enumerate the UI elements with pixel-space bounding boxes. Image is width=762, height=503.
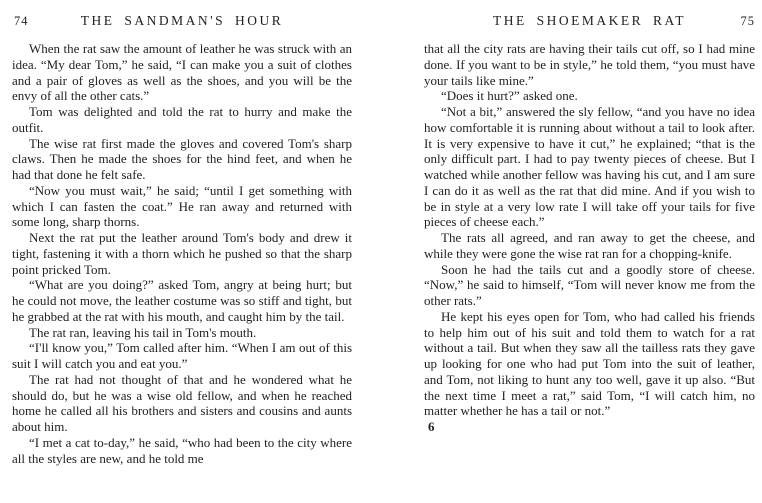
paragraph: The rat ran, leaving his tail in Tom's mouth. [29,324,257,340]
paragraph: The wise rat first made the gloves and covered Tom's sharp claws. Then he made the shoes for the hind feet, and when he had that done he felt safe. [12,135,352,182]
page-body-right [424,41,755,435]
paragraph: “Now you must wait,” he said; “until I get something with which I can fasten the coat.” He ran away and returned with some long, sharp thorns. [12,182,352,230]
paragraph: “What are you doing?” asked Tom, angry at being hurt; but he could not move, the leather costume was so stiff and tight, but he grabbed at the rat with his mouth, and caught him by the tail. [12,277,352,324]
paragraph: The rats all agreed, and ran away to get the cheese, and while they were gone the wise rat ran for a chopping-knife. [424,230,755,261]
paragraph-continuation: that all the city rats are having their tails cut off, so I had mine done. If you want to be in style,” he told them, “you must have your tails like mine.” [424,41,755,88]
paragraph: “Does it hurt?” asked one. [441,88,578,104]
page-header-left [12,13,352,30]
paragraph: “Not a bit,” answered the sly fellow, “and you have no idea how comfortable it is running about without a tail to look after. It is very expensive to have it cut,” he explained; “that is the only difficult part. I had to pay twenty pieces of cheese. But I watched while another fellow was having his cut, and I am sure I can do it as well as the rat that did mine. And if you wish to be in style at a very low rate I will take off your tails for five pieces of cheese each.” [424,104,755,230]
paragraph: “I'll know you,” Tom called after him. “When I am out of this suit I will catch you and eat you.” [12,340,352,371]
page-number-right: 75 [740,14,755,28]
running-title-left: THE SANDMAN'S HOUR [80,13,284,28]
paragraph: He kept his eyes open for Tom, who had called his friends to help him out of his suit and told them to watch for a rat without a tail. But when they saw all the tailless rats they gave up looking for one who had put Tom into the suit of leather, and Tom, not liking to hunt any too well, gave it up also. “But the next time I meet a rat,” said Tom, “I will catch him, no matter whether he has a tail or not.” [424,308,755,419]
running-title-right: THE SHOEMAKER RAT [492,13,686,28]
page-right [424,0,755,503]
paragraph: When the rat saw the amount of leather he was struck with an idea. “My dear Tom,” he said, “I can make you a suit of clothes and a pair of gloves as well as the shoes, and you will be the envy of all the other cats.” [12,41,352,104]
paragraph: Tom was delighted and told the rat to hurry and make the outfit. [12,104,352,135]
page-left [12,0,352,503]
paragraph: Soon he had the tails cut and a goodly store of cheese. “Now,” he said to himself, “Tom will never know me from the other rats.” [424,261,755,308]
paragraph: “I met a cat to-day,” he said, “who had been to the city where all the styles are new, and he told me [12,434,352,466]
page-header-right [424,13,755,30]
page-body-left [12,41,352,466]
paragraph: The rat had not thought of that and he wondered what he should do, but he was a wise old fellow, and when he reached home he called all his brothers and sisters and cousins and aunts about him. [12,371,352,434]
page-number-left: 74 [14,14,29,28]
paragraph: Next the rat put the leather around Tom's body and drew it tight, fastening it with a thorn which he pushed so that the sharp point pricked Tom. [12,230,352,277]
signature-mark: 6 [428,419,435,434]
